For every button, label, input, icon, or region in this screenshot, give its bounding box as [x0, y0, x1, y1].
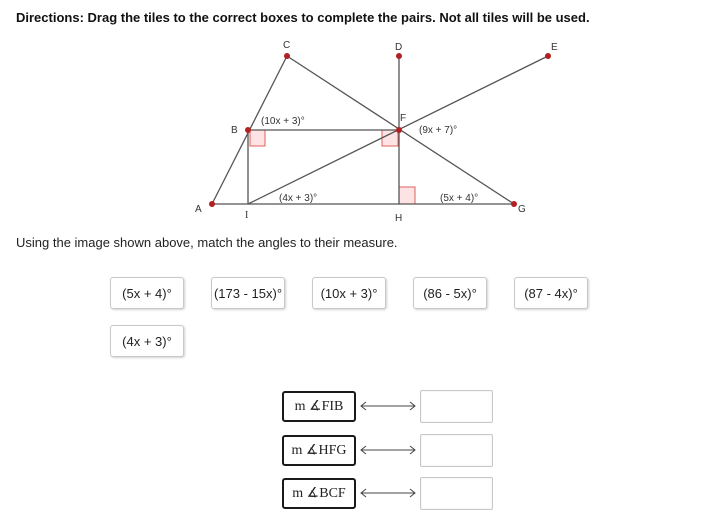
- angle-label-4x: (4x + 3)°: [279, 193, 318, 204]
- angle-label-10x: (10x + 3)°: [261, 116, 305, 127]
- label-point-e: E: [551, 42, 558, 53]
- point-a: [209, 201, 215, 207]
- point-f: [396, 127, 402, 133]
- point-g: [511, 201, 517, 207]
- drop-target-fib[interactable]: [420, 390, 493, 423]
- directions-text: Directions: Drag the tiles to the correct boxes to complete the pairs. Not all tiles will be used.: [16, 10, 590, 25]
- label-point-c: C: [283, 40, 291, 51]
- label-point-g: G: [518, 204, 526, 215]
- label-point-f: F: [400, 113, 407, 124]
- drop-target-hfg[interactable]: [420, 434, 493, 467]
- label-point-i: I: [245, 210, 249, 221]
- geometry-figure: [0, 0, 720, 230]
- pair-prompt-hfg: m ∡HFG: [282, 435, 356, 466]
- answer-tile[interactable]: (87 - 4x)°: [514, 277, 588, 309]
- right-angle-marker-b: [250, 130, 265, 146]
- point-c: [284, 53, 290, 59]
- instruction-text: Using the image shown above, match the angles to their measure.: [16, 235, 398, 250]
- answer-tile[interactable]: (10x + 3)°: [312, 277, 386, 309]
- answer-tile[interactable]: (4x + 3)°: [110, 325, 184, 357]
- pair-prompt-fib: m ∡FIB: [282, 391, 356, 422]
- double-arrow-icon: [358, 488, 418, 498]
- double-arrow-icon: [358, 401, 418, 411]
- double-arrow-icon: [358, 445, 418, 455]
- label-point-b: B: [231, 125, 238, 136]
- angle-label-5x: (5x + 4)°: [440, 193, 479, 204]
- answer-tile[interactable]: (173 - 15x)°: [211, 277, 285, 309]
- answer-tile[interactable]: (86 - 5x)°: [413, 277, 487, 309]
- answer-tile[interactable]: (5x + 4)°: [110, 277, 184, 309]
- point-d: [396, 53, 402, 59]
- right-angle-markers: [250, 130, 415, 204]
- pair-prompt-bcf: m ∡BCF: [282, 478, 356, 509]
- label-point-h: H: [395, 213, 403, 224]
- angle-label-9x: (9x + 7)°: [419, 125, 458, 136]
- point-b: [245, 127, 251, 133]
- drop-target-bcf[interactable]: [420, 477, 493, 510]
- point-e: [545, 53, 551, 59]
- label-point-a: A: [195, 204, 202, 215]
- figure-lines: [212, 56, 548, 204]
- label-point-d: D: [395, 42, 403, 53]
- right-angle-marker-h: [399, 187, 415, 204]
- right-angle-marker-f: [382, 130, 398, 146]
